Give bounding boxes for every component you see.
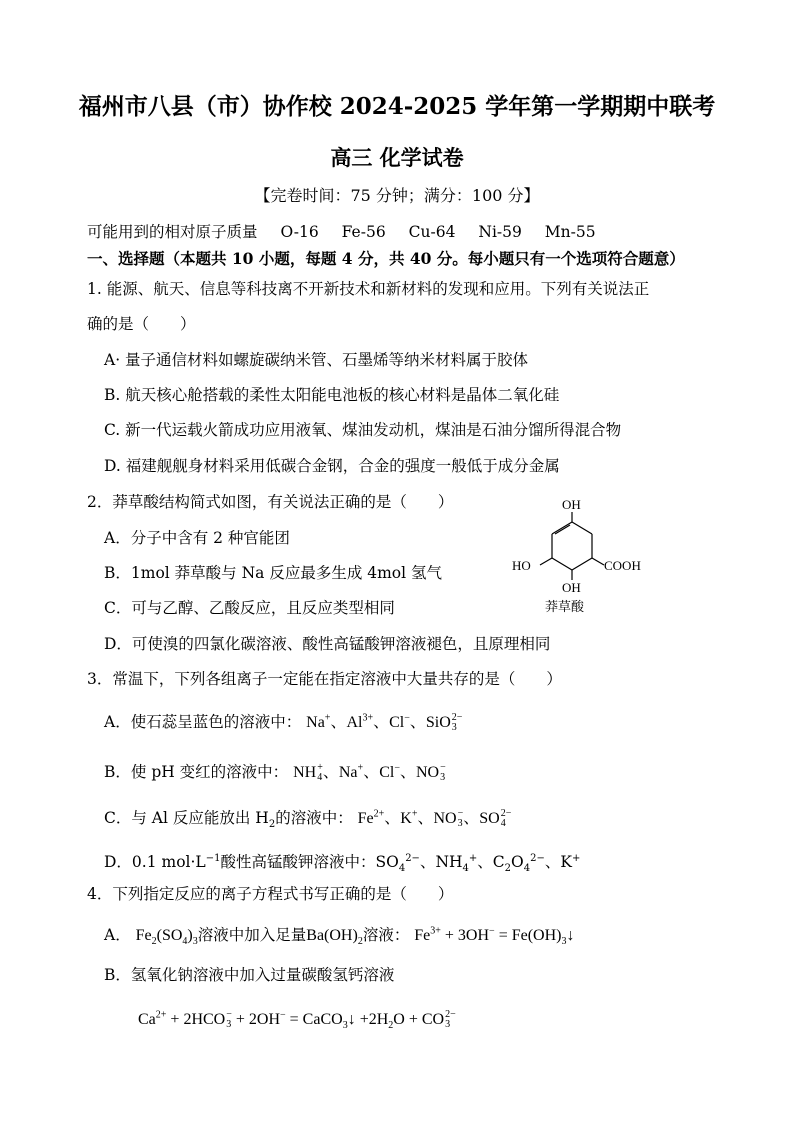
q1-option-d: D. 福建舰舰身材料采用低碳合金钢，合金的强度一般低于成分金属: [104, 457, 560, 475]
q3-option-c-prefix2: 的溶液中：: [275, 809, 353, 827]
mass-item: Mn-55: [544, 223, 596, 241]
q4-option-a-prefix: A．: [104, 926, 131, 944]
paper-subtitle: 高三 化学试卷: [330, 145, 464, 170]
q4-option-a: A． $Fe_2(SO_4)_3$溶液中加入足量$Ba(OH)_2$溶液： $Fe^{3+} + 3OH^-$ = $Fe(OH)_3↓$: [104, 925, 575, 948]
question-3-stem: 3．常温下，下列各组离子一定能在指定溶液中大量共存的是（ ）: [87, 670, 562, 688]
mass-item: Fe-56: [341, 223, 386, 241]
q3-option-a-prefix: A．使石蕊呈蓝色的溶液中：: [104, 713, 302, 731]
oh-top-label: OH: [562, 497, 581, 512]
q3-option-c-prefix: C．与 Al 反应能放出 H: [104, 809, 269, 827]
q3-option-d-prefix: D．0.1 mol·L: [104, 853, 206, 871]
q3-option-a: A．使石蕊呈蓝色的溶液中： Na+、$Al^{3+}$、Cl−、SiO 2− 3: [104, 712, 463, 734]
ho-left-label: HO: [512, 558, 531, 573]
atomic-masses: [87, 222, 614, 242]
question-1-stem-line2: 确的是（ ）: [87, 315, 196, 333]
q3-option-b: B．使 pH 变红的溶液中： NH + 4 、Na+、Cl−、NO − 3: [104, 762, 446, 784]
q3-option-c: C．与 Al 反应能放出 $H_2$的溶液中： $Fe^{2+}$、K+、NO − 3 、SO 2− 4: [104, 808, 512, 831]
q1-option-c: C. 新一代运载火箭成功应用液氧、煤油发动机，煤油是石油分馏所得混合物: [104, 421, 622, 439]
q2-option-d: D．可使溴的四氯化碳溶液、酸性高锰酸钾溶液褪色，且原理相同: [104, 635, 551, 653]
question-2-stem: 2．莽草酸结构简式如图，有关说法正确的是（ ）: [87, 493, 454, 511]
q4-option-b-equation: $Ca^{2+} + 2HCO$ − 3 + 2OH− = CaCO$_3$↓ $+2H_2O$ + CO 2− 3: [138, 1009, 456, 1032]
exam-title: 福州市八县（市）协作校 2024-2025 学年第一学期期中联考: [78, 93, 716, 120]
q4-option-b: B．氢氧化钠溶液中加入过量碳酸氢钙溶液: [104, 966, 395, 984]
shikimic-acid-structure: [500, 494, 660, 624]
mass-item: O-16: [280, 223, 319, 241]
q1-option-b: B. 航天核心舱搭载的柔性太阳能电池板的核心材料是晶体二氧化硅: [104, 386, 560, 404]
q2-option-b: B．1mol 莽草酸与 Na 反应最多生成 4mol 氢气: [104, 564, 443, 582]
structure-caption: 莽草酸: [545, 600, 585, 615]
question-4-stem: 4．下列指定反应的离子方程式书写正确的是（ ）: [87, 885, 454, 903]
cooh-label: COOH: [604, 558, 641, 573]
q3-option-b-prefix: B．使 pH 变红的溶液中：: [104, 763, 289, 781]
mass-item: Cu-64: [408, 223, 456, 241]
q2-option-a: A．分子中含有 2 种官能团: [104, 529, 290, 547]
q4-option-a-text2: 溶液：: [362, 926, 410, 944]
question-1-stem-line1: 1. 能源、航天、信息等科技离不开新技术和新材料的发现和应用。下列有关说法正: [87, 280, 650, 298]
section-heading: 一、选择题（本题共 10 小题，每题 4 分，共 40 分。每小题只有一个选项符合题意）: [87, 249, 685, 268]
mass-item: Ni-59: [478, 223, 522, 241]
q1-option-a: A· 量子通信材料如螺旋碳纳米管、石墨烯等纳米材料属于胶体: [104, 351, 529, 369]
q3-option-d-prefix2: 酸性高锰酸钾溶液中：: [220, 853, 376, 871]
atomic-masses-label: 可能用到的相对原子质量: [87, 223, 258, 241]
oh-bottom-label: OH: [562, 580, 581, 595]
q2-option-c: C．可与乙醇、乙酸反应，且反应类型相同: [104, 599, 395, 617]
q3-option-d: D．0.1 $mol\cdot L^{-1}$酸性高锰酸钾溶液中：$SO_4^{2-}$、$NH_4^+$、$C_2O_4^{2-}$、K+: [104, 852, 581, 875]
exam-info: 【完卷时间：75 分钟；满分：100 分】: [254, 186, 540, 205]
q4-option-a-text1: 溶液中加入足量: [197, 926, 307, 944]
